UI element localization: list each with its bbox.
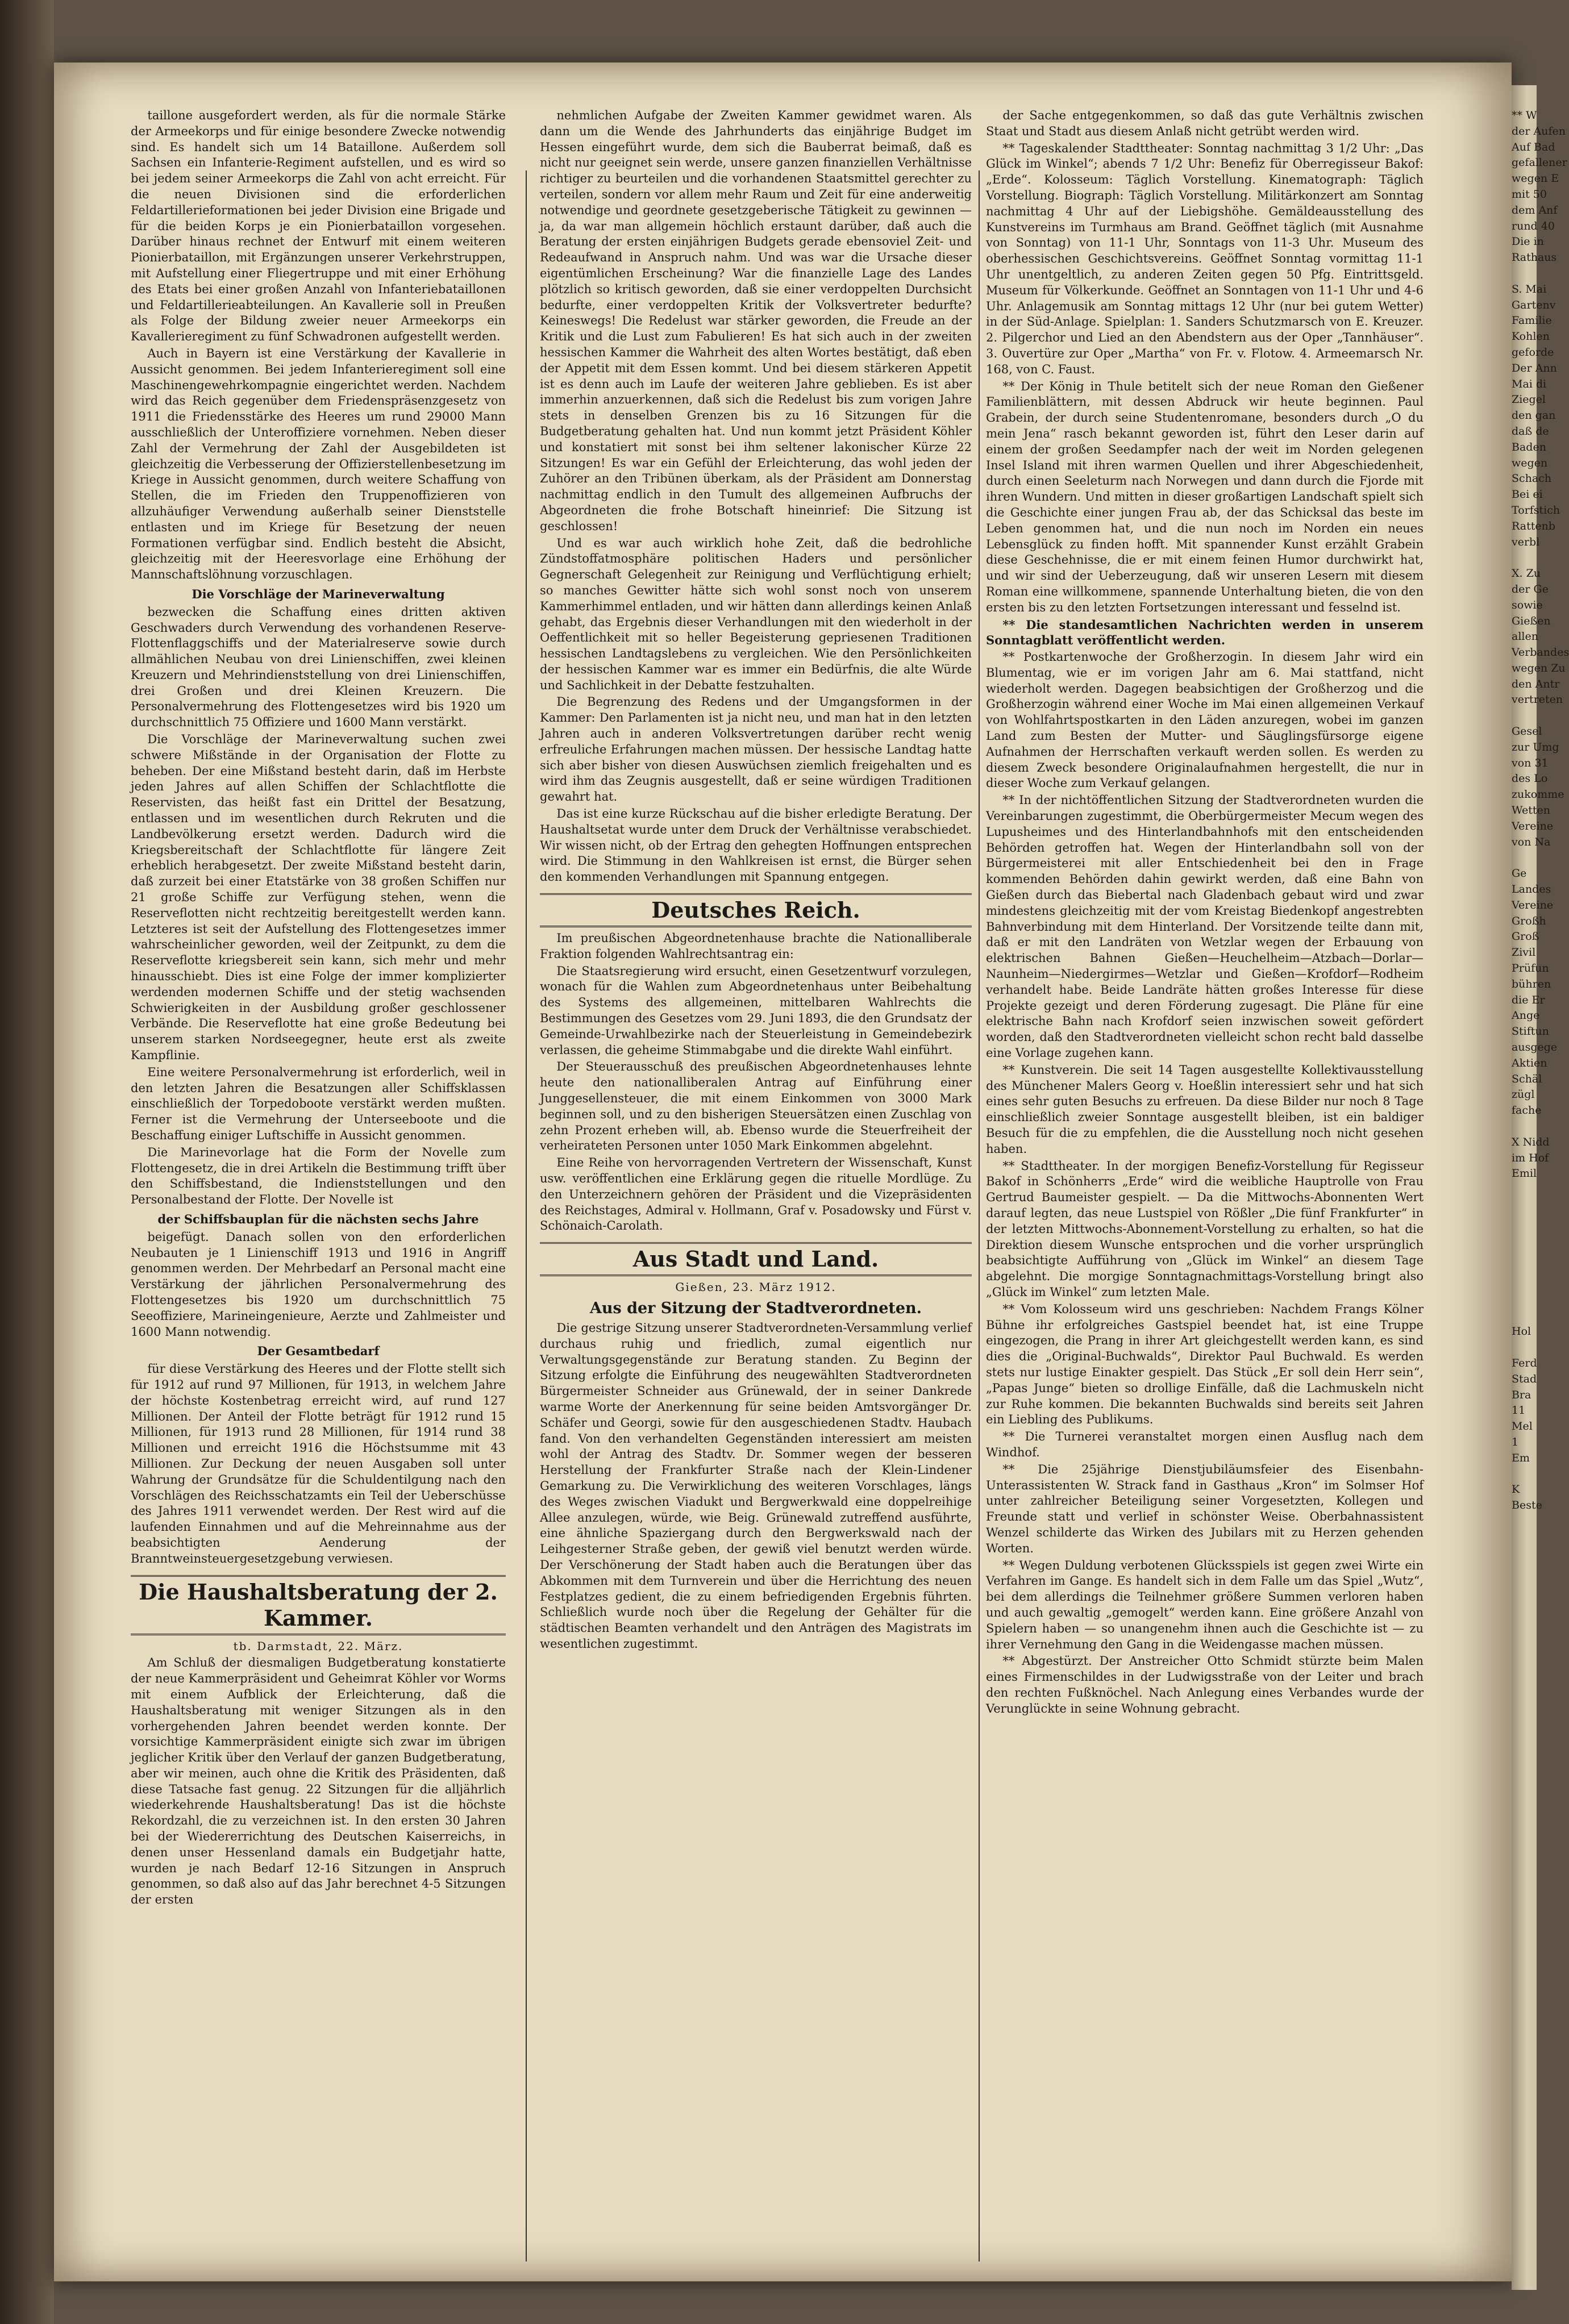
article-subheadline: Aus der Sitzung der Stadtverordneten. <box>589 1299 922 1317</box>
fragment-line: im Hof <box>1512 1151 1549 1164</box>
fragment-line <box>1512 708 1537 724</box>
next-page-column-fragment <box>1512 108 1569 2250</box>
article-headline: Die Haushaltsberatung der 2. Kammer. <box>131 1575 506 1635</box>
fragment-line: Rattenb <box>1512 519 1555 532</box>
fragment-line: die Er <box>1512 993 1545 1006</box>
fragment-line: Emil <box>1512 1167 1537 1180</box>
fragment-line: Beste <box>1512 1499 1542 1512</box>
dateline: tb. Darmstadt, 22. März. <box>233 1639 403 1653</box>
fragment-line: Kohlen <box>1512 330 1550 343</box>
local-news-item: ** Wegen Duldung verbotenen Glücksspiels ist gegen zwei Wirte ein Verfahren im Gange. Es handelt sich in dem Falle um das Spiel „Wutz“, bei dem allerdings die Teilnehmer größere Summen verloren haben und auch gewaltig „gemogelt“ werden kann. Eine größere Anzahl von Spielern haben — so unangenehm ihnen auch die Geschichte ist — zu ihrer Vernehmung den Gang in die Weidengasse machen müssen. <box>986 1558 1424 1651</box>
article-paragraph: Die Staatsregierung wird ersucht, einen Gesetzentwurf vorzulegen, wonach für die Wahlen zum Abgeordnetenhaus unter Beibehaltung des Systems des allgemeinen, mittelbaren Wahlrechts die Bestimmungen des Gesetzes vom 29. Juni 1893, die den Grundsatz der Gemeinde-Urwahlbezirke nach der Steuerleistung in Gemeindebezirk verlassen, die geheime Stimmabgabe und die direkte Wahl einführt. <box>540 964 972 1057</box>
fragment-line: wegen Zu <box>1512 661 1566 674</box>
fragment-line: Mai di <box>1512 377 1547 390</box>
article-paragraph: Das ist eine kurze Rückschau auf die bisher erledigte Beratung. Der Haushaltsetat wurde unter dem Druck der Verhältnisse verabschiedet. Wir wissen nicht, ob der Ertrag den gehegten Hoffnungen entsprechen wird. Die Stimmung in den Wahlkreisen ist ernst, die Bürger sehen den kommenden Verhandlungen mit Spannung entgegen. <box>540 807 972 884</box>
fragment-line: Prüfun <box>1512 962 1549 975</box>
local-news-item: ** In der nichtöffentlichen Sitzung der Stadtverordneten wurden die Vereinbarungen zugestimmt, die Oberbürgermeister Mecum wegen des Lupusheimes und des Hinterlandbahnhofs mit den entscheidenden Behörden getroffen hat. Wegen der Hinterlandbahn soll von der Bürgermeisterei mit aller Entschiedenheit bei den in Frage kommenden Behörden dahin gewirkt werden, daß eine Bahn von Gießen durch das Biebertal nach Gladenbach gebaut wird und zwar mindestens gleichzeitig mit der vom Kreistag Biedenkopf angestrebten Bahnverbindung mit dem Hinterland. Der Vorsitzende teilte dann mit, daß er mit den Landräten von Wetzlar wegen der Erbauung von elektrischen Bahnen Gießen—Heuchelheim—Atzbach—Dorlar—Naunheim—Niedergirmes—Wetzlar und Gießen—Krofdorf—Rodheim verhandelt habe. Beide Landräte hätten großes Interesse für diese Projekte gezeigt und deren Förderung zugesagt. Die Pläne für eine elektrische Bahn nach Krofdorf seien inzwischen soweit gefördert worden, daß den Stadtverordneten vielleicht schon recht bald dasselbe eine Vorlage zugehen kann. <box>986 793 1424 1060</box>
article-paragraph: Auch in Bayern ist eine Verstärkung der Kavallerie in Aussicht genommen. Bei jedem Infanterieregiment soll eine Maschinengewehrkompagnie eingerichtet werden. Nachdem wird das Reich gegenüber dem Friedenspräsenzgesetz von 1911 die Friedensstärke des Heeres um rund 29000 Mann ausschließlich der Unteroffiziere vornehmen. Neben dieser Zahl der Vermehrung der Zahl der Ausgebildeten ist gleichzeitig die Verbesserung der Offizierstellenbesetzung im Kriege in Aussicht genommen, durch weitere Schaffung von Stellen, die im Frieden den Truppenoffizieren von allzuhäufiger Verwendung außerhalb seiner Dienststelle entlasten und im Kriege für Besetzung der neuen Formationen verfügbar sind. Endlich besteht die Absicht, gleichzeitig mit der Heeresvorlage eine Erhöhung der Mannschaftslöhnung vorzuschlagen. <box>131 346 506 582</box>
fragment-line: Torfstich <box>1512 503 1560 517</box>
section-subheading: der Schiffsbauplan für die nächsten sechs Jahre <box>157 1211 479 1226</box>
fragment-line: K <box>1512 1483 1520 1496</box>
local-news-item: ** Tageskalender Stadttheater: Sonntag nachmittag 3 1/2 Uhr: „Das Glück im Winkel“; abends 7 1/2 Uhr: Benefiz für Oberregisseur Bakof: „Erde“. Kolosseum: Täglich Vorstellung. Kinematograph: Täglich Vorstellung. Biograph: Täglich Vorstellung. Militärkonzert am Sonntag nachmittag 4 Uhr auf der Liebigshöhe. Gemäldeausstellung des Kunstvereins im Turmhaus am Brand. Geöffnet täglich (mit Ausnahme von Sonntag) von 11-1 Uhr, Sonntags von 11-3 Uhr. Museum des oberhessischen Geschichtsvereins. Geöffnet Sonntag vormittag 11-1 Uhr unentgeltlich, zu anderen Zeiten gegen 50 Pfg. Eintrittsgeld. Museum für Völkerkunde. Geöffnet an Sonntagen von 11-1 Uhr und 4-6 Uhr. Anlagemusik am Sonntag mittags 12 Uhr (nur bei gutem Wetter) in der Süd-Anlage. Spielplan: 1. Sanders Schutzmarsch von E. Kreuzer. 2. Pilgerchor und Lied an den Abendstern aus der Oper „Tannhäuser“. 3. Ouvertüre zur Oper „Martha“ von Fr. v. Flotow. 4. Armeemarsch Nr. 168, von C. Faust. <box>986 141 1424 376</box>
article-paragraph: Eine weitere Personalvermehrung ist erforderlich, weil in den letzten Jahren die Besatzungen aller Schiffsklassen einschließlich der Torpedoboote verstärkt werden mußten. Ferner ist die Vermehrung der Unterseeboote und die Beschaffung einiger Luftschiffe in Aussicht genommen. <box>131 1065 506 1142</box>
fragment-line: X Nidd <box>1512 1135 1550 1148</box>
fragment-line: Bei ei <box>1512 488 1543 501</box>
fragment-line: Ziegel <box>1512 393 1546 406</box>
dateline: Gießen, 23. März 1912. <box>675 1280 836 1294</box>
fragment-line: gefallener <box>1512 156 1567 169</box>
fragment-line <box>1512 1277 1537 1293</box>
column-2 <box>540 108 972 2250</box>
fragment-line <box>1512 1182 1537 1198</box>
fragment-line: Aktien <box>1512 1056 1547 1069</box>
fragment-line: fache <box>1512 1104 1542 1117</box>
fragment-line <box>1512 850 1537 866</box>
fragment-line: Vereine <box>1512 819 1554 832</box>
local-news-item: ** Vom Kolosseum wird uns geschrieben: Nachdem Frangs Kölner Bühne ihr erfolgreiches Gastspiel beendet hat, ist eine Truppe eingezogen, die Prang in ihrer Art gleichgestellt werden kann, es sind dies die „Original-Buchwalds“, Direktor Paul Buchwald. Es werden stets nur lustige Einakter gespielt. Das Stück „Er soll dein Herr sein“, „Papas Junge“ bieten so drollige Einfälle, daß die Lachmuskeln nicht zur Ruhe kommen. Die bekannten Buchwalds sind bereits seit Jahren ein Liebling des Publikums. <box>986 1302 1424 1427</box>
fragment-line: Em <box>1512 1451 1530 1464</box>
book-binding-shadow <box>0 0 54 2324</box>
fragment-line: Stad <box>1512 1372 1537 1385</box>
fragment-line: Hol <box>1512 1325 1531 1338</box>
fragment-line: Rathaus <box>1512 251 1557 264</box>
fragment-line: Mel <box>1512 1420 1533 1433</box>
local-news-item: ** Der König in Thule betitelt sich der neue Roman den Gießener Familienblättern, mit dessen Abdruck wir heute beginnen. Paul Grabein, der durch seine Studentenromane, besonders durch „O du mein Jena“ rasch bekannt geworden ist, führt den Leser darin auf einem der großen Seedampfer nach der weit im Norden gelegenen Insel Island mit ihren warmen Quellen und ihrer Abgeschiedenheit, durch einen Seeleturm nach Norwegen und dann durch die Fjorde mit ihren Wundern. Und mitten in dieser großartigen Landschaft spielt sich die Geschichte einer jungen Frau ab, der das Schicksal das beste im Leben genommen hat, und die nun noch im Norden ein neues Lebensglück zu finden hofft. Mit spannender Kunst erzählt Grabein diese Geschehnisse, die er mit einem feinen Humor durchwirkt hat, und wir sind der Ueberzeugung, daß wir unseren Lesern mit diesem Roman eine willkommene, spannende Unterhaltung bieten, die von den ersten bis zu den letzten Fortsetzungen interessant und fesselnd ist. <box>986 379 1424 614</box>
fragment-line: wegen E <box>1512 172 1559 185</box>
local-news-item: ** Postkartenwoche der Großherzogin. In diesem Jahr wird ein Blumentag, wie er im vorigen Jahr am 6. Mai stattfand, nicht wiederholt werden. Dagegen beabsichtigen der Großherzog und die Großherzogin während einer Woche im Mai einen allgemeinen Verkauf von Wohlfahrtspostkarten in den Läden anzuregen, wobei im ganzen Land zum Besten der Mutter- und Säuglingsfürsorge eigene Aufnahmen der Herrschaften verkauft werden sollen. Es werden zu diesem Zweck besondere Originalaufnahmen hergestellt, die nur in dieser Woche zum Verkauf gelangen. <box>986 650 1424 790</box>
fragment-line: des Lo <box>1512 772 1548 785</box>
fragment-line: dem Anf <box>1512 203 1558 216</box>
fragment-line <box>1512 1467 1537 1482</box>
section-headline-stadt-und-land: Aus Stadt und Land. <box>540 1242 972 1276</box>
article-paragraph: Die Begrenzung des Redens und der Umgangsformen in der Kammer: Den Parlamenten ist ja nicht neu, und man hat in den letzten Jahren auch in anderen Volksvertretungen darüber recht wenig erfreuliche Erfahrungen machen müssen. Der hessische Landtag hatte sich aber bisher von diesen Auswüchsen ziemlich freigehalten und es wird ihm das Zeugnis ausgestellt, daß er seine würdigen Traditionen gewahrt hat. <box>540 695 972 804</box>
fragment-line: der Aufen <box>1512 124 1566 138</box>
fragment-line: ausgege <box>1512 1041 1558 1054</box>
fragment-line: 1 <box>1512 1435 1519 1448</box>
fragment-line: ** W <box>1512 109 1537 122</box>
column-3 <box>986 108 1424 2250</box>
fragment-line: Gartenv <box>1512 298 1556 311</box>
article-paragraph: Und es war auch wirklich hohe Zeit, daß die bedrohliche Zündstoffatmosphäre politischen Haders und persönlicher Gegnerschaft Gelegenheit zur Reinigung und Verflüchtigung erhielt; so manches Gewitter hätte sich wohl sonst noch von unserem Kammerhimmel entladen, und wir hätten dann allerdings keinen Anlaß gehabt, das Ergebnis dieser Verhandlungen mit den wiederholt in der Oeffentlichkeit mit so heller Begeisterung gepriesenen Traditionen hessischen Landtagslebens zu vergleichen. Wie den Persönlichkeiten der hessischen Kammer war es immer ein Bedürfnis, die alte Würde und Sachlichkeit in der Debatte festzuhalten. <box>540 536 972 692</box>
fragment-line: von 31 <box>1512 756 1549 769</box>
fragment-line: Familie <box>1512 314 1552 327</box>
fragment-line: verbl <box>1512 535 1540 548</box>
fragment-line <box>1512 1340 1537 1356</box>
fragment-line: rund 40 <box>1512 219 1555 232</box>
fragment-line: S. Mai <box>1512 282 1547 295</box>
section-subheading: Die Vorschläge der Marineverwaltung <box>192 586 445 601</box>
fragment-line: Vereine <box>1512 898 1554 911</box>
article-paragraph: der Sache entgegenkommen, so daß das gute Verhältnis zwischen Staat und Stadt aus diesem Anlaß nicht getrübt werden wird. <box>986 109 1424 138</box>
fragment-line: geforde <box>1512 345 1554 359</box>
article-paragraph: beigefügt. Danach sollen von den erforderlichen Neubauten je 1 Linienschiff 1913 und 1916 in Angriff genommen werden. Der Mehrbedarf an Personal macht eine Verstärkung der jährlichen Personalvermehrung des Flottengesetzes bis 1920 um durchschnittlich 75 Seeoffiziere, Marineingenieure, Aerzte und Zahlmeister und 1600 Mann notwendig. <box>131 1230 506 1339</box>
fragment-line: Auf Bad <box>1512 140 1555 153</box>
fragment-line: Ge <box>1512 867 1527 880</box>
fragment-line <box>1512 1230 1537 1246</box>
fragment-line: Zivil <box>1512 946 1536 959</box>
article-paragraph: Im preußischen Abgeordnetenhause brachte die Nationalliberale Fraktion folgenden Wahlrechtsantrag ein: <box>540 931 972 961</box>
fragment-line: Ange <box>1512 1009 1540 1022</box>
fragment-line: den gan <box>1512 409 1556 422</box>
fragment-line: zügl <box>1512 1088 1535 1101</box>
column-1 <box>131 108 506 2250</box>
local-news-item: ** Abgestürzt. Der Anstreicher Otto Schmidt stürzte beim Malen eines Firmenschildes in der Ludwigsstraße von der Leiter und brach den rechten Fußknöchel. Nach Anlegung eines Verbandes wurde der Verunglückte in seine Wohnung gebracht. <box>986 1654 1424 1715</box>
article-paragraph: Eine Reihe von hervorragenden Vertretern der Wissenschaft, Kunst usw. veröffentlichen eine Erklärung gegen die rituelle Mordlüge. Zu den Unterzeichnern gehören der Präsident und die Vizepräsidenten des Reichstages, Admiral v. Hollmann, Graf v. Posadowsky und Fürst v. Schönaich-Carolath. <box>540 1156 972 1233</box>
section-subheading: Der Gesamtbedarf <box>257 1344 380 1359</box>
article-paragraph: nehmlichen Aufgabe der Zweiten Kammer gewidmet waren. Als dann um die Wende des Jahrhunderts das einjährige Budget im Hessen eingeführt wurde, dem sich die Bauberrat beimaß, daß es nicht nur geeignet sein werde, unsere ganzen finanziellen Verhältnisse richtiger zu beurteilen und die vorhandenen Staatsmittel gerechter zu verteilen, sondern vor allem mehr Raum und Zeit für eine anderweitig notwendige und geordnete gesetzgeberische Tätigkeit zu gewinnen — ja, da war man allgemein höchlich erstaunt darüber, daß auch die Beratung der ersten einjährigen Budgets gerade ebensoviel Zeit- und Redeaufwand in Anspruch nahm. Und was war die Ursache dieser eigentümlichen Erscheinung? War die finanzielle Lage des Landes plötzlich so kritisch geworden, daß sie einer verdoppelten Durchsicht bedurfte, einer verdoppelten Kritik der Volksvertreter bedurfte? Keineswegs! Die Redelust war stärker geworden, die Freude an der Kritik und die Lust zum Fabulieren! Es hat sich auch in der zweiten hessischen Kammer die Wahrheit des alten Wortes bestätigt, daß eben der Appetit mit dem Essen kommt. Und bei diesem stärkeren Appetit ist es denn auch im Laufe der weiteren Jahre geblieben. Es ist aber immerhin anzuerkennen, daß sich die Redelust bis zum vorigen Jahre stets in denselben Grenzen bis zu 16 Sitzungen für die Budgetberatung gehalten hat. Und nun kommt jetzt Präsident Köhler und konstatiert mit sonst bei ihm seltener lakonischer Kürze 22 Sitzungen! Es war ein Gefühl der Erleichterung, das wohl jeden der Zuhörer an den Tribünen überkam, als der Präsident am Donnerstag nachmittag endlich in den Tumult des allgemeinen Aufbruchs der Abgeordneten die frohe Botschaft hineinrief: Die Sitzung ist geschlossen! <box>540 109 972 533</box>
fragment-line: zukomme <box>1512 788 1564 801</box>
column-divider-1 <box>526 170 527 2261</box>
column-divider-2 <box>979 170 980 2261</box>
fragment-line: wegen <box>1512 456 1548 469</box>
fragment-line: Baden <box>1512 440 1546 453</box>
fragment-line: Schach <box>1512 472 1552 485</box>
fragment-line: Verbandes <box>1512 646 1569 659</box>
fragment-line: zur Umg <box>1512 740 1559 753</box>
fragment-line <box>1512 1309 1537 1325</box>
notice: ** Die standesamtlichen Nachrichten werden in unserem Sonntagblatt veröffentlicht werden. <box>986 617 1424 648</box>
fragment-line: 11 <box>1512 1404 1526 1417</box>
article-paragraph: für diese Verstärkung des Heeres und der Flotte stellt sich für 1912 auf rund 97 Millionen, für 1913, in welchem Jahre der höchste Kostenbetrag erreicht wird, auf rund 127 Millionen. Der Anteil der Flotte beträgt für 1912 rund 15 Millionen, für 1913 rund 28 Millionen, für 1914 rund 38 Millionen und erreicht 1916 die Höchstsumme mit 43 Millionen. Zur Deckung der neuen Ausgaben soll unter Wahrung der Grundsätze für die Schuldentilgung nach den Vorschlägen des Reichsschatzamts ein Teil der Ueberschüsse des Jahres 1911 verwendet werden. Der Rest wird auf die laufenden Einnahmen und auf die Mehreinnahme aus der beabsichtigten Aenderung der Branntweinsteuergesetzgebung verwiesen. <box>131 1362 506 1565</box>
fragment-line <box>1512 1293 1537 1309</box>
fragment-line: Ferd <box>1512 1356 1537 1369</box>
fragment-line: von Na <box>1512 835 1551 848</box>
fragment-line: Landes <box>1512 883 1551 896</box>
fragment-line: Groß <box>1512 930 1539 943</box>
fragment-line <box>1512 266 1537 282</box>
article-paragraph: taillone ausgefordert werden, als für die normale Stärke der Armeekorps und für einige besondere Zwecke notwendig sind. Es handelt sich um 14 Bataillone. Außerdem soll Sachsen ein Infanterie-Regiment aufstellen, und es wird so bei jedem seiner Armeekorps die Zahl von acht erreicht. Für die neuen Divisionen sind die erforderlichen Feldartillerieformationen bei jeder Division eine Brigade und für die beiden Korps je ein Pionierbataillon vorgesehen. Darüber hinaus rechnet der Entwurf mit einem weiteren Pionierbataillon, mit Ergänzungen unserer Verkehrstruppen, mit Aufstellung einer Fliegertruppe und mit einer Erhöhung des Etats bei einer großen Anzahl von Infanteriebataillonen und Feldartillerieabteilungen. An Kavallerie soll in Preußen als Folge der Bildung zweier neuer Armeekorps ein Kavallerieregiment zu fünf Schwadronen aufgestellt werden. <box>131 109 506 344</box>
article-paragraph: Die Marinevorlage hat die Form der Novelle zum Flottengesetz, die in drei Artikeln die Bestimmung trifft über den Schiffsbestand, die Indienststellungen und den Personalbestand der Flotte. Der Novelle ist <box>131 1145 506 1207</box>
article-paragraph: Die Vorschläge der Marineverwaltung suchen zwei schwere Mißstände in der Organisation der Flotte zu beheben. Der eine Mißstand besteht darin, daß im Herbste jeden Jahres auf allen Schiffen der Schlachtflotte die Reservisten, das heißt fast ein Drittel der Besatzung, entlassen und im wesentlichen durch Rekruten und die Landbevölkerung ersetzt werden. Dadurch wird die Kriegsbereitschaft der Schlachtflotte für längere Zeit erheblich herabgesetzt. Der zweite Mißstand besteht darin, daß zurzeit bei einer Etatstärke von 38 großen Schiffen nur 21 große Schiffe zur Verfügung stehen, wenn die Reserveflotten nicht rechtzeitig bereitgestellt werden kann. Letzteres ist seit der Aufstellung des Flottengesetzes immer wahrscheinlicher geworden, weil der Zeitpunkt, zu dem die Reserveflotte kriegsbereit sein kann, sich mehr und mehr hinausschiebt. Dies ist eine Folge der immer komplizierter werdenden modernen Schiffe und der stetig wachsenden Schwierigkeiten in der Ausbildung großer geschlossener Verbände. Die Reserveflotte hat eine große Bedeutung bei unserem starken Nordseegegner, heute erst als zweite Kampflinie. <box>131 732 506 1063</box>
article-paragraph: Der Steuerausschuß des preußischen Abgeordnetenhauses lehnte heute den nationalliberalen Antrag auf Einführung einer Junggesellensteuer, die mit einem Einkommen von 3000 Mark beginnen soll, und zu den bisherigen Steuersätzen einen Zuschlag von zehn Prozent erheben will, ab. Ebenso wurde die Steuerfreiheit der verheirateten Personen unter 1050 Mark Einkommen abgelehnt. <box>540 1060 972 1153</box>
fragment-line: den Antr <box>1512 677 1560 690</box>
fragment-line: der Ge <box>1512 582 1549 595</box>
fragment-line: Der Ann <box>1512 361 1557 374</box>
local-news-item: ** Kunstverein. Die seit 14 Tagen ausgestellte Kollektivausstellung des Münchener Malers Georg v. Hoeßlin interessiert sehr und hat sich eines sehr guten Besuchs zu erfreuen. Da diese Bilder nur noch 8 Tage einschließlich zweier Sonntage ausgestellt bleiben, ist ein baldiger Besuch für die zu empfehlen, die die Ausstellung noch nicht gesehen haben. <box>986 1063 1424 1156</box>
fragment-line: daß de <box>1512 424 1549 438</box>
fragment-line: mit 50 <box>1512 188 1547 201</box>
fragment-line <box>1512 1198 1537 1214</box>
fragment-line <box>1512 1214 1537 1230</box>
local-news-item: ** Die Turnerei veranstaltet morgen einen Ausflug nach dem Windhof. <box>986 1430 1424 1459</box>
article-paragraph: Die gestrige Sitzung unserer Stadtverordneten-Versammlung verlief durchaus ruhig und friedlich, zumal eigentlich nur Verwaltungsgegenstände zur Beratung standen. Zu Beginn der Sitzung erfolgte die Einführung des neugewählten Stadtverordneten Bürgermeister Schneider aus Grünewald, der in seiner Dankrede warme Worte der Anerkennung für seine beiden Amtsvorgänger Dr. Schäfer und Georgi, sowie für den ausgeschiedenen Stadtv. Haubach fand. Von den verhandelten Gegenständen interessiert am meisten wohl der Antrag des Stadtv. Dr. Sommer wegen der besseren Herstellung der Frankfurter Straße nach der Klein-Lindener Gemarkung zu. Die Verwirklichung des weiteren Vorschlages, längs des Weges zwischen Viadukt und Bergwerkwald eine doppelreihige Allee anzulegen, würde, wie Beig. Grünewald zutreffend ausführte, eine ähnliche Spaziergang durch den Bergwerkswald nach der Leihgesterner Straße geben, der gewiß viel benutzt werden würde. Der Verschönerung der Stadt haben auch die Beratungen über das Abkommen mit dem Turnverein und über die Herrichtung des neuen Festplatzes gedient, die zu einem befriedigenden Ergebnis führten. Schließlich wurde noch über die Regelung der Gehälter für die städtischen Beamten verhandelt und den Anträgen des Magistrats im wesentlichen zugestimmt. <box>540 1321 972 1651</box>
fragment-line: Gießen <box>1512 614 1551 627</box>
fragment-line: allen <box>1512 630 1538 643</box>
fragment-line: vertreten <box>1512 693 1563 706</box>
local-news-item: ** Die 25jährige Dienstjubiläumsfeier des Eisenbahn-Unterassistenten W. Strack fand in Gasthaus „Kron“ im Solmser Hof unter zahlreicher Beteiligung seiner Vorgesetzten, Kollegen und Freunde statt und verlief in schönster Weise. Oberbahnassistent Wenzel schilderte das Wirken des Jubilars mit zu Herzen gehenden Worten. <box>986 1462 1424 1555</box>
fragment-line: Wetten <box>1512 804 1550 817</box>
article-paragraph: bezwecken die Schaffung eines dritten aktiven Geschwaders durch Verwendung des vorhandenen Reserve-Flottenflaggschiffs und der Materialreserve sowie durch allmählichen Neubau von drei Linienschiffen, zwei kleinen Kreuzern und Mehrindienststellung von drei Linienschiffen, drei Großen und drei Kleinen Kreuzern. Die Personalvermehrung des Flottengesetzes wird bis 1920 um durchschnittlich 75 Offiziere und 1600 Mann verstärkt. <box>131 605 506 730</box>
fragment-line: bühren <box>1512 977 1551 990</box>
fragment-line: Großh <box>1512 914 1546 927</box>
fragment-line: Schäl <box>1512 1072 1542 1085</box>
fragment-line: Stiftun <box>1512 1025 1549 1038</box>
fragment-line: sowie <box>1512 598 1543 611</box>
article-paragraph: Am Schluß der diesmaligen Budgetberatung konstatierte der neue Kammerpräsident und Geheimrat Köhler vor Worms mit einem Aufblick der Erleichterung, daß die Haushaltsberatung mit weniger Sitzungen als in den vorhergehenden Jahren beendet werden konnte. Der vorsichtige Kammerpräsident einigte sich zwar im übrigen jeglicher Kritik über den Verlauf der ganzen Budgetberatung, aber wir meinen, auch ohne die Kritik des Präsidenten, daß diese Tatsache fast genug. 22 Sitzungen für die alljährlich wiederkehrende Haushaltsberatung! Das ist die höchste Rekordzahl, die zu verzeichnen ist. In den ersten 30 Jahren bei der Wiedererrichtung des Deutschen Kaiserreichs, in denen unser Hessenland damals ein Budgetjahr hatte, wurden je nach Bedarf 12-16 Sitzungen in Anspruch genommen, so daß also auf das Jahr berechnet 4-5 Sitzungen der ersten <box>131 1656 506 1907</box>
fragment-line <box>1512 1261 1537 1277</box>
fragment-line <box>1512 1119 1537 1135</box>
fragment-line: X. Zu <box>1512 567 1541 580</box>
fragment-line: Gesel <box>1512 725 1542 738</box>
fragment-line: Die in <box>1512 235 1544 248</box>
fragment-line: Bra <box>1512 1388 1531 1401</box>
local-news-item: ** Stadttheater. In der morgigen Benefiz-Vorstellung für Regisseur Bakof in Schönherrs „Erde“ wird die weibliche Hauptrolle von Frau Gertrud Baumeister gespielt. — Da die Mittwochs-Abonnenten Wert darauf legten, das neue Lustspiel von Rößler „Die fünf Frankfurter“ in der letzten Mittwochs-Abonnement-Vorstellung zu erhalten, so hat die Direktion diesem Wunsche entsprochen und die vorher ursprünglich beabsichtigte Aufführung von „Glück im Winkel“ an diesem Tage abgelehnt. Die morgige Sonntagnachmittags-Vorstellung bringt also „Glück im Winkel“ zum letzten Male. <box>986 1159 1424 1299</box>
fragment-line <box>1512 1245 1537 1261</box>
fragment-line <box>1512 550 1537 566</box>
section-headline-deutsches-reich: Deutsches Reich. <box>540 893 972 927</box>
